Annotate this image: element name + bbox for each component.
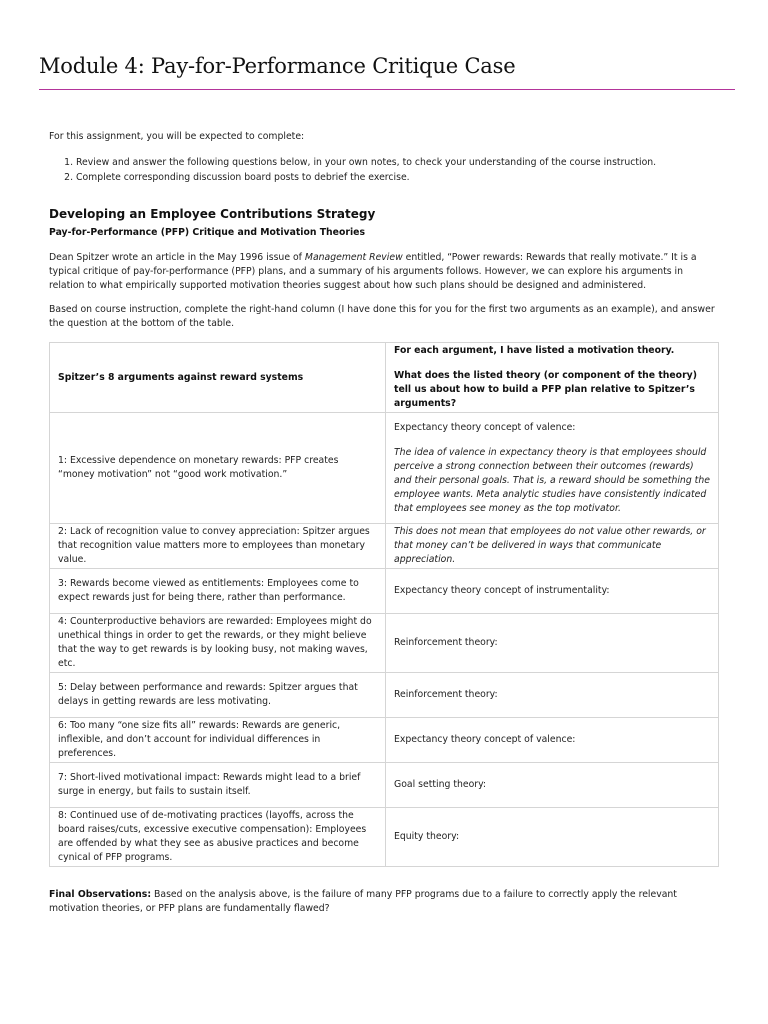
sub-heading: Pay-for-Performance (PFP) Critique and Motivation Theories	[49, 227, 365, 238]
paragraph-text: entitled, “Power rewards: Rewards that really motivate.” It is a typical critique of pay-for-performance (PFP) plans, and a summary of his arguments follows. However, we can explore his arguments in relation to what empirically supported motivation theories suggest about how such plans should be designed and administered.	[49, 252, 697, 291]
step-item: 1. Review and answer the following questions below, in your own notes, to check your understanding of the course instruction.	[76, 155, 719, 170]
theory-cell: Expectancy theory concept of valence:	[386, 718, 719, 763]
publication-title: Management Review	[304, 252, 403, 263]
table-row	[50, 524, 719, 569]
theory-cell: Reinforcement theory:	[386, 673, 719, 718]
argument-cell: 8: Continued use of de-motivating practices (layoffs, across the board raises/cuts, excessive executive compensation): Employees are offended by what they see as abusive practices and become cynical of PFP programs.	[50, 808, 386, 867]
theory-cell: Equity theory:	[386, 808, 719, 867]
table-row	[50, 569, 719, 614]
table-row	[50, 718, 719, 763]
intro-paragraph	[49, 251, 719, 293]
argument-cell: 4: Counterproductive behaviors are rewarded: Employees might do unethical things in order to get the rewards, or they might believe that the way to get rewards is by looking busy, not making waves, etc.	[50, 614, 386, 673]
arguments-table	[49, 342, 719, 867]
assignment-content	[49, 130, 719, 916]
example-answer: This does not mean that employees do not value other rewards, or that money can’t be delivered in ways that communicate appreciation.	[386, 524, 719, 569]
instructions-paragraph: Based on course instruction, complete the right-hand column (I have done this for you for the first two arguments as an example), and answer the question at the bottom of the table.	[49, 304, 715, 329]
final-observations	[49, 888, 719, 916]
example-answer: The idea of valence in expectancy theory is that employees should perceive a strong connection between their outcomes (rewards) and their personal goals. That is, a reward should be something the employee wants. Meta analytic studies have consistently indicated that employees see money as the top motivator.	[394, 446, 710, 514]
page-title: Module 4: Pay-for-Performance Critique Case	[39, 54, 516, 78]
table-row	[50, 413, 719, 524]
header-line: For each argument, I have listed a motivation theory.	[394, 345, 675, 356]
theory-cell: Expectancy theory concept of instrumentality:	[386, 569, 719, 614]
argument-cell: 3: Rewards become viewed as entitlements: Employees come to expect rewards just for being there, rather than performance.	[50, 569, 386, 614]
argument-cell: 6: Too many “one size fits all” rewards: Rewards are generic, inflexible, and don’t account for individual differences in preferences.	[50, 718, 386, 763]
title-divider	[39, 89, 735, 90]
argument-cell: 2: Lack of recognition value to convey appreciation: Spitzer argues that recognition value matters more to employees than monetary value.	[50, 524, 386, 569]
step-item: 2. Complete corresponding discussion board posts to debrief the exercise.	[76, 170, 719, 185]
section-heading: Developing an Employee Contributions Strategy	[49, 207, 376, 221]
steps-list	[49, 155, 719, 185]
header-question: What does the listed theory (or component of the theory) tell us about how to build a PFP plan relative to Spitzer’s arguments?	[394, 370, 697, 409]
table-row	[50, 808, 719, 867]
column-header-arguments: Spitzer’s 8 arguments against reward systems	[50, 343, 386, 413]
column-header-theory	[386, 343, 719, 413]
theory-cell	[386, 413, 719, 524]
final-observations-text: Based on the analysis above, is the failure of many PFP programs due to a failure to correctly apply the relevant motivation theories, or PFP plans are fundamentally flawed?	[49, 889, 677, 914]
theory-label: Expectancy theory concept of valence:	[394, 421, 576, 433]
table-row	[50, 614, 719, 673]
argument-cell: 1: Excessive dependence on monetary rewards: PFP creates “money motivation” not “good work motivation.”	[50, 413, 386, 524]
table-header-row	[50, 343, 719, 413]
table-row	[50, 763, 719, 808]
argument-cell: 7: Short-lived motivational impact: Rewards might lead to a brief surge in energy, but fails to sustain itself.	[50, 763, 386, 808]
final-observations-label: Final Observations:	[49, 889, 152, 900]
intro-text: For this assignment, you will be expected to complete:	[49, 131, 305, 142]
paragraph-text: Dean Spitzer wrote an article in the May 1996 issue of	[49, 252, 305, 263]
table-row	[50, 673, 719, 718]
theory-cell: Reinforcement theory:	[386, 614, 719, 673]
argument-cell: 5: Delay between performance and rewards: Spitzer argues that delays in getting rewards are less motivating.	[50, 673, 386, 718]
theory-cell: Goal setting theory:	[386, 763, 719, 808]
